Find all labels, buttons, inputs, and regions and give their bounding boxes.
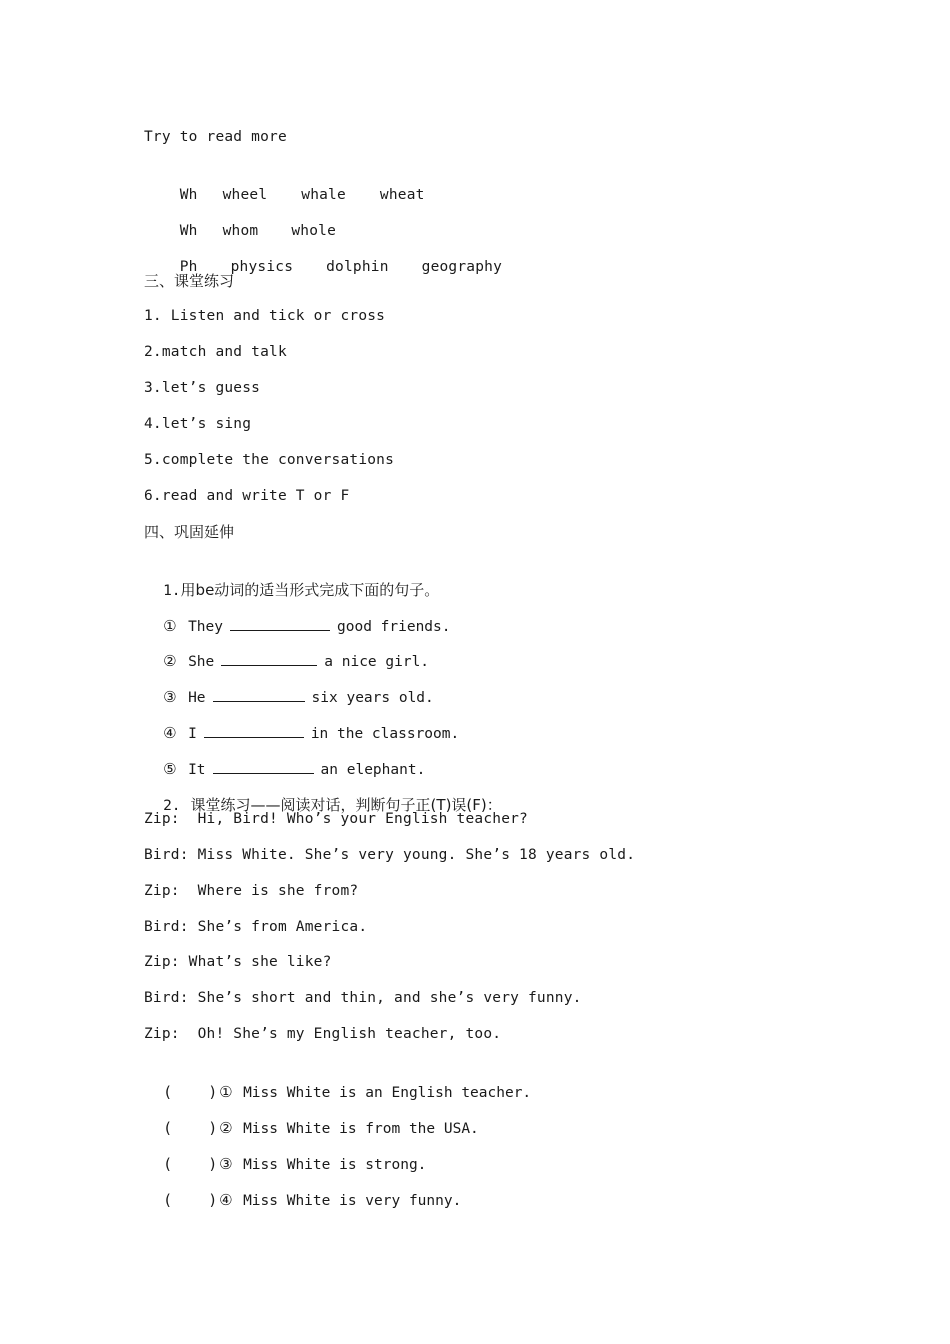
practice-item-4: 4.let’s sing: [144, 416, 252, 433]
phonics-word: physics: [230, 258, 294, 275]
phonics-row-1: [144, 162, 844, 203]
statement-text: Miss White is from the USA.: [243, 1121, 479, 1138]
item-marker: ①: [219, 1083, 233, 1102]
phonics-key: Ph: [179, 258, 198, 275]
answer-parentheses[interactable]: ( ): [163, 1119, 218, 1138]
sentence-end: a nice girl.: [324, 654, 430, 671]
answer-blank[interactable]: [213, 759, 314, 774]
item-marker: ③: [219, 1154, 233, 1173]
dialogue-line-5: Zip: What’s she like?: [144, 954, 332, 971]
dialogue-line-6: Bird: She’s short and thin, and she’s very funny.: [144, 990, 582, 1007]
exercise-instruction: 课堂练习——阅读对话，判断句子正(T)误(F)：: [190, 796, 502, 815]
sentence-end: an elephant.: [320, 762, 426, 779]
phonics-word: whole: [291, 222, 336, 239]
statement-text: Miss White is very funny.: [243, 1192, 462, 1209]
sentence-end: good friends.: [337, 618, 451, 635]
statement-text: Miss White is strong.: [243, 1156, 427, 1173]
answer-parentheses[interactable]: ( ): [163, 1190, 218, 1209]
phonics-word: whale: [301, 186, 346, 203]
answer-parentheses[interactable]: ( ): [163, 1083, 218, 1102]
dialogue-line-2: Bird: Miss White. She’s very young. She’s 18 years old.: [144, 846, 636, 863]
answer-parentheses[interactable]: ( ): [163, 1154, 218, 1173]
subject-word: They: [188, 618, 223, 635]
sentence-end: six years old.: [311, 690, 434, 707]
phonics-word: whom: [222, 222, 259, 239]
exercise-number: 1.: [163, 582, 181, 599]
phonics-word: wheat: [379, 186, 425, 203]
dialogue-line-4: Bird: She’s from America.: [144, 918, 368, 935]
answer-blank[interactable]: [230, 616, 330, 631]
dialogue-line-7: Zip: Oh! She’s my English teacher, too.: [144, 1026, 502, 1043]
item-marker: ④: [219, 1190, 233, 1209]
statement-text: Miss White is an English teacher.: [243, 1085, 532, 1102]
phonics-word: wheel: [222, 186, 268, 203]
worksheet-page: [144, 126, 844, 1209]
practice-item-5: 5.complete the conversations: [144, 452, 395, 469]
phonics-key: Wh: [179, 222, 198, 239]
subject-word: He: [188, 690, 206, 707]
item-marker: ②: [219, 1119, 233, 1138]
answer-blank[interactable]: [213, 687, 305, 702]
answer-blank[interactable]: [221, 651, 317, 666]
exercise-instruction: 用be动词的适当形式完成下面的句子。: [180, 580, 440, 599]
item-marker: ②: [163, 652, 177, 671]
tf-statement-1: [144, 1059, 844, 1102]
phonics-word: geography: [421, 258, 503, 275]
phonics-word: dolphin: [326, 258, 389, 275]
subject-word: She: [188, 654, 215, 671]
practice-item-2: 2.match and talk: [144, 344, 287, 361]
exercise-1-instruction: [144, 557, 844, 599]
item-marker: ③: [163, 688, 177, 707]
item-marker: ④: [163, 724, 177, 743]
exercise-number: 2.: [163, 798, 181, 815]
subject-word: I: [188, 726, 197, 743]
dialogue-line-1: Zip: Hi, Bird! Who’s your English teacher?: [144, 810, 528, 827]
read-more-heading: Try to read more: [144, 129, 287, 145]
sentence-end: in the classroom.: [310, 726, 460, 743]
item-marker: ①: [163, 616, 177, 635]
practice-item-1: 1. Listen and tick or cross: [144, 308, 386, 325]
item-marker: ⑤: [163, 760, 177, 779]
practice-item-6: 6.read and write T or F: [144, 487, 350, 504]
subject-word: It: [188, 762, 206, 779]
practice-item-3: 3.let’s guess: [144, 380, 261, 397]
phonics-key: Wh: [179, 186, 198, 203]
dialogue-line-3: Zip: Where is she from?: [144, 882, 359, 899]
answer-blank[interactable]: [204, 723, 304, 738]
section-4-title: 四、巩固延伸: [144, 522, 235, 541]
section-3-title: 三、课堂练习: [144, 271, 235, 290]
